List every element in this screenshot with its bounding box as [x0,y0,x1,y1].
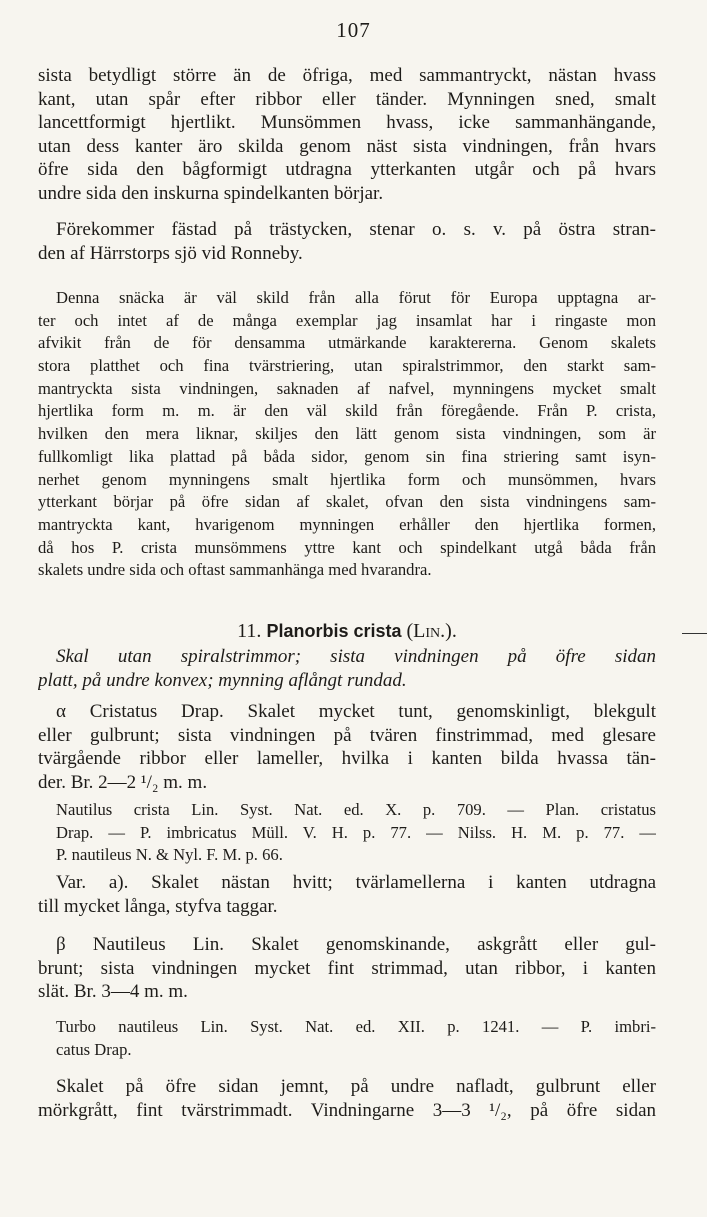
synonyms-alpha [38,799,656,867]
text-line: fullkomligt lika plattad på båda sidor, genom sin fina striering samt isyn- [38,446,656,466]
synonyms-beta [38,1016,656,1061]
text-line: α Cristatus Drap. Skalet mycket tunt, genomskinligt, blekgult [56,701,656,722]
text-line: kant, utan spår efter ribbor eller tänder. Mynningen sned, smalt [38,88,656,110]
text-line: Skalet på öfre sidan jemnt, på undre nafladt, gulbrunt eller [56,1076,656,1097]
text-line: slät. Br. 3—4 m. m. [38,981,188,1003]
text-line: nerhet genom mynningens smalt hjertlika form och munsömmen, hvars [38,469,656,489]
page-number: 107 [336,18,371,42]
text-line: eller gulbrunt; sista vindningen på tvären finstrimmad, med glesare [38,724,656,746]
text-line: Denna snäcka är väl skild från alla förut för Europa upptagna ar- [56,288,656,307]
text-line: mantryckta sista vindningen, saknaden af nafvel, mynningens mycket smalt [38,378,656,398]
text-line: brunt; sista vindningen mycket fint strimmad, utan ribbor, i kanten [38,957,656,979]
text-line: Förekommer fästad på trästycken, stenar o. s. v. på östra stran- [56,219,656,240]
text-line: lancettformigt hjertlikt. Munsömmen hvass, icke sammanhängande, [38,112,656,134]
text-line: β Nautileus Lin. Skalet genomskinande, askgrått eller gul- [56,934,656,955]
text-line: hjertlika form m. m. är den väl skild från föregående. Från P. crista, [38,401,656,421]
variety-alpha [38,700,656,794]
text-line: utan dess kanter äro skilda genom näst sista vindningen, från hvars [38,135,656,157]
genus-name: Planorbis [266,621,349,641]
text-line: Nautilus crista Lin. Syst. Nat. ed. X. p. 709. — Plan. cristatus [56,800,656,819]
species-author: (Lin.). [406,620,457,642]
text-line: sista betydligt större än de öfriga, med sammantryckt, nästan hvass [38,65,656,86]
species-heading [38,617,656,645]
text-line: P. nautileus N. & Nyl. F. M. p. 66. [56,845,283,865]
text-line: tvärgående ribbor eller lameller, hvilka i kanten bilda hvassa tän- [38,748,656,770]
variety-a [38,871,656,918]
text-line: ytterkant börjar på öfre sidan af skalet, ofvan den sista vindningens sam- [38,492,656,512]
margin-mark [682,633,707,634]
text-line: skalets undre sida och oftast sammanhänga med hvarandra. [38,560,432,580]
text-line: undre sida den inskurna spindelkanten börjar. [38,182,384,204]
variety-beta [38,933,656,1004]
diagnosis [38,645,656,692]
text-line: afvikit från de för densamma utmärkande karaktererna. Genom skalets [38,333,656,353]
text-line: ter och intet af de många exemplar jag insamlat har i ringaste mon [38,310,656,330]
text-line: stora platthet och fina tvärstriering, utan spiralstrimmor, den starkt sam- [38,356,656,376]
text-line: mantryckta kant, hvarigenom mynningen erhåller den hjertlika formen, [38,514,656,534]
species-number: 11. [237,620,262,642]
text-line: då hos P. crista munsömmens yttre kant och spindelkant utgå båda från [38,537,656,557]
text-line: Skal utan spiralstrimmor; sista vindningen på öfre sidan [56,646,656,667]
text-line: Drap. — P. imbricatus Müll. V. H. p. 77. — Nilss. H. M. p. 77. — [56,822,656,842]
text-line: öfre sida den bågformigt utdragna ytterkanten utgår och på hvars [38,159,656,181]
shell-paragraph [38,1075,656,1122]
text-line: mörkgrått, fint tvärstrimmadt. Vindningarne 3—3 ¹/₂, på öfre sidan [38,1099,656,1121]
text-line: der. Br. 2—2 ¹/₂ m. m. [38,771,208,793]
text-line: hvilken den mera liknar, skiljes den lätt genom sista vindningen, som är [38,424,656,444]
text-line: Turbo nautileus Lin. Syst. Nat. ed. XII. p. 1241. — P. imbri- [56,1017,656,1036]
text-line: den af Härrstorps sjö vid Ronneby. [38,242,303,264]
text-line: catus Drap. [56,1039,132,1059]
remarks-paragraph [38,287,656,582]
text-line: Var. a). Skalet nästan hvitt; tvärlamellerna i kanten utdragna [56,872,656,893]
species-name: crista [353,621,402,641]
text-line: platt, på undre konvex; mynning aflångt rundad. [38,669,407,691]
text-line: till mycket långa, styfva taggar. [38,895,278,917]
description-paragraph [38,64,656,206]
locality-paragraph [38,218,656,265]
